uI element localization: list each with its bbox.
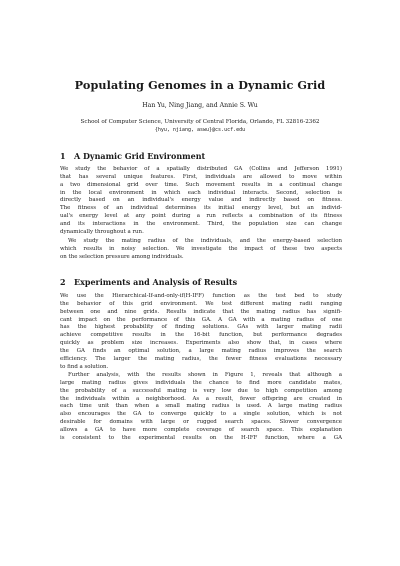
section-2-paragraph-1 (60, 293, 342, 371)
text-line: efficiency. The larger the mating radius, the fewer fitness evaluations necessary (60, 355, 342, 362)
text-line: is consistent to the experimental results on the H-IFF function, where a GA (60, 434, 342, 441)
text-line: each time unit than when a small mating radius is used. A large mating radius (60, 403, 342, 410)
text-line: desirable for domains with large or rugged search spaces. Slower convergence (60, 419, 342, 426)
text-line: allows a GA to have more complete coverage of search space. This explanation (60, 426, 342, 433)
paper-authors: Han Yu, Ning Jiang, and Annie S. Wu (142, 102, 258, 109)
text-line: The fitness of an individual determines its initial energy level, but an individ- (60, 205, 342, 212)
text-line: has the highest probability of finding solutions. GAs with larger mating radii (60, 324, 342, 331)
section-1-paragraph-1 (60, 166, 342, 237)
text-line: achieve competitive results in the 16-bit function, but performance degrades (60, 332, 342, 339)
text-line: the probability of a successful mating is very low due to high competition among (60, 387, 342, 394)
section-heading-2 (60, 277, 350, 287)
section-2-paragraph-2 (60, 372, 342, 443)
text-line: cant impact on the performance of this GA. A GA with a mating radius of one (60, 316, 342, 323)
text-line: dynamically throughout a run. (60, 228, 144, 235)
section-title: Experiments and Analysis of Results (74, 277, 238, 287)
paper-title: Populating Genomes in a Dynamic Grid (74, 78, 326, 92)
text-line: the behavior of this grid environment. We test different mating radii ranging (60, 300, 342, 307)
text-line: which results in noisy selection. We investigate the impact of these two aspects (60, 245, 342, 252)
text-line: ual's energy level at any point during a run reflects a combination of its fitness (60, 213, 342, 220)
text-line: quickly as problem size increases. Experiments also show that, in cases where (60, 340, 342, 347)
text-line: directly based on an individual's energy value and indirectly based on fitness. (60, 197, 342, 204)
text-line: the individuals within a neighborhood. As a result, fewer offspring are created in (60, 395, 342, 402)
text-line: We use the Hierarchical-If-and-only-if(H-IFF) function as the test bed to study (60, 293, 342, 299)
text-line: between one and nine grids. Results indicate that the mating radius has signifi- (60, 308, 342, 315)
text-line: and its interactions in the environment. Third, the population size can change (60, 220, 342, 227)
text-line: that has several unique features. First, individuals are allowed to move within (60, 173, 342, 180)
text-line: on the selection pressure among individuals. (60, 253, 184, 260)
section-number: 2 (60, 277, 66, 287)
text-line: in the local environment in which each individual interacts. Second, selection is (60, 189, 342, 196)
section-1-paragraph-2 (60, 238, 342, 262)
paper-affiliation-block (0, 119, 400, 134)
text-line: Further analysis, with the results shown in Figure 1, reveals that although a (68, 372, 342, 378)
text-line: to find a solution. (60, 363, 109, 370)
affiliation: School of Computer Science, University of Central Florida, Orlando, FL 32816-2362 (80, 119, 320, 125)
author-email: {hyu, njiang, aswu}@cs.ucf.edu (154, 126, 246, 133)
section-number: 1 (60, 151, 66, 161)
section-heading-1 (60, 151, 350, 161)
text-line: We study the behavior of a spatially distributed GA (Collins and Jefferson 1991) (60, 166, 342, 172)
text-line: large mating radius gives individuals the chance to find more candidate mates, (60, 379, 342, 386)
text-line: We study the mating radius of the individuals, and the energy-based selection (68, 238, 342, 244)
text-line: also encourages the GA to converge quickly to a single solution, which is not (60, 411, 342, 418)
text-line: the GA finds an optimal solution, a large mating radius improves the search (60, 347, 342, 354)
section-title: A Dynamic Grid Environment (74, 151, 206, 161)
text-line: a two dimensional grid over time. Such movement results in a continual change (60, 181, 342, 188)
